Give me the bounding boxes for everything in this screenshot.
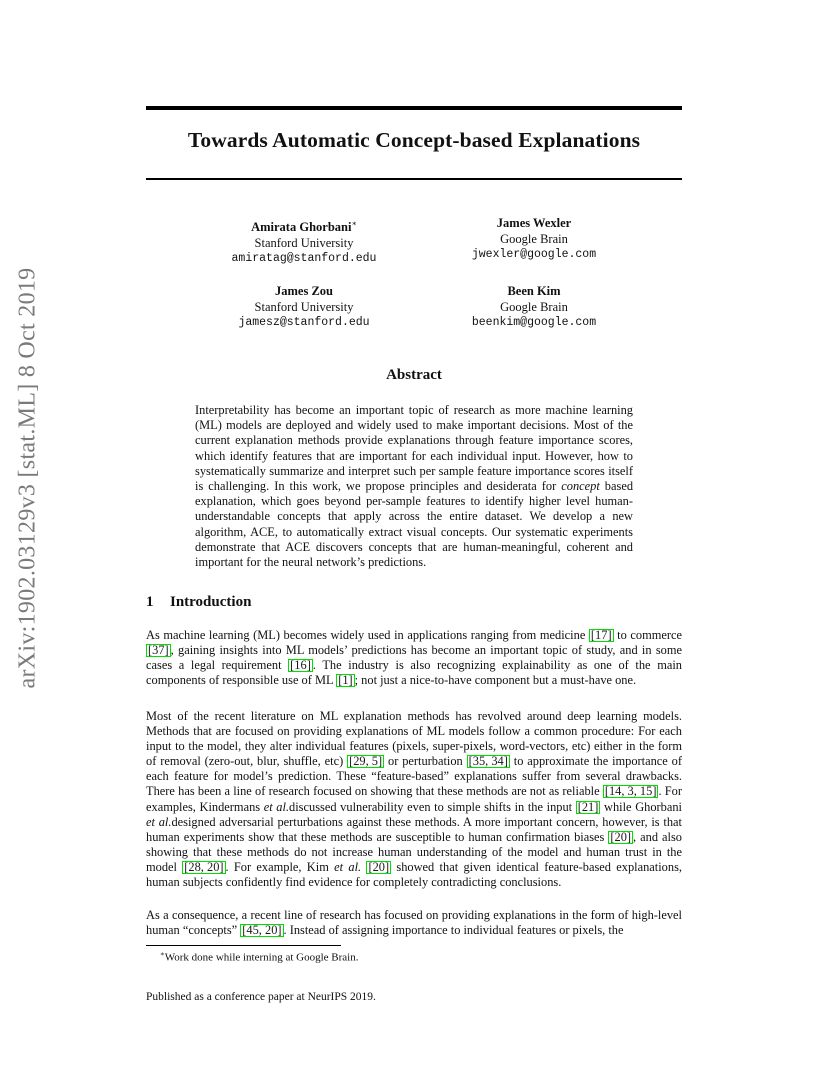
citation-link[interactable]: [29, 5] <box>349 754 383 769</box>
publication-note: Published as a conference paper at NeurIPS 2019. <box>146 991 376 1003</box>
section-title: Introduction <box>170 594 252 610</box>
author-affiliation: Stanford University <box>254 299 354 314</box>
paper-title: Towards Automatic Concept-based Explanations <box>187 128 641 152</box>
citation-link[interactable]: [35, 34] <box>468 754 508 769</box>
footnote-rule <box>146 945 341 946</box>
arxiv-sidebar-stamp <box>0 267 56 689</box>
section-number: 1 <box>146 594 154 610</box>
author-name: Amirata Ghorbani∗ <box>251 219 357 235</box>
footnote: ∗Work done while interning at Google Brain. <box>160 950 359 964</box>
title-bottom-rule <box>146 178 682 180</box>
author-affiliation: Google Brain <box>500 231 568 246</box>
abstract-heading: Abstract <box>386 367 442 383</box>
section-heading <box>146 594 251 611</box>
intro-paragraph-2: Most of the recent literature on ML explanation methods has revolved around deep learning models. Methods that are focused on providing explanations of ML models follow a common procedure: For each input to the model, they alter individual features (pixels, super-pixels, word-vectors, etc) either in the form of removal (zero-out, blur, shuffle, etc) [29, 5] or perturbation [35, 34] to approximate the importance of each feature for model’s prediction. These “feature-based” explanations suffer from several drawbacks. There has been a line of research focused on showing that these methods are not as reliable [14, 3, 15] . For examples, Kindermans et al.discussed vulnerability even to simple shifts in the input [21] while Ghorbani et al.designed adversarial perturbations against these methods. A more important concern, however, is that human experiments show that these methods are susceptible to human confirmation biases [20] , and also showing that these methods do not increase human understanding of the model and human trust in the model [28, 20] . For example, Kim et al. [20] showed that given identical feature-based explanations, human subjects confidently find evidence for completely contradicting conclusions. <box>146 709 683 890</box>
citation-link[interactable]: [37] <box>148 643 169 658</box>
author-block-4 <box>424 284 644 331</box>
citation-link[interactable]: [14, 3, 15] <box>604 784 657 799</box>
author-footnote-mark: ∗ <box>351 219 357 228</box>
citation-link[interactable]: [28, 20] <box>184 859 224 874</box>
footnote-mark: ∗ <box>160 950 165 958</box>
intro-paragraph-3: As a consequence, a recent line of research has focused on providing explanations in the form of high-level human “concepts” [45, 20] . Instead of assigning importance to individual features or pixels, the <box>146 908 682 938</box>
author-email: beenkim@google.com <box>471 316 597 329</box>
intro-paragraph-1: As machine learning (ML) becomes widely used in applications ranging from medicine [17] to commerce [37] , gaining insights into ML models’ predictions has become an important topic of study, and in some cases a legal requirement [16] . The industry is also recognizing explainability as one of the main components of responsible use of ML [1] ; not just a nice-to-have component but a must-have one. <box>146 628 682 688</box>
citation-link[interactable]: [21] <box>577 799 599 814</box>
author-name: James Wexler <box>496 216 572 230</box>
author-block-1 <box>194 216 414 267</box>
citation-link[interactable]: [45, 20] <box>242 923 282 938</box>
author-affiliation: Google Brain <box>500 299 568 314</box>
citation-link[interactable]: [20] <box>610 829 632 844</box>
author-email: jwexler@google.com <box>471 248 597 261</box>
title-top-rule <box>146 106 682 110</box>
citation-link[interactable]: [1] <box>338 673 353 688</box>
author-email: amiratag@stanford.edu <box>231 252 377 266</box>
author-name: Been Kim <box>507 284 561 298</box>
author-affiliation: Stanford University <box>254 235 354 250</box>
citation-link[interactable]: [20] <box>368 859 390 874</box>
author-block-2 <box>424 216 644 263</box>
emphasis: concept <box>561 479 600 494</box>
abstract-body: Interpretability has become an important topic of research as more machine learning (ML) models are deployed and widely used to make important decisions. Most of the current explanation methods provide explanations through feature importance scores, which identify features that are important for each individual input. However, how to systematically summarize and interpret such per sample feature importance scores itself is challenging. In this work, we propose principles and desiderata for concept based explanation, which goes beyond per-sample features to identify higher level human-understandable concepts that apply across the entire dataset. We develop a new algorithm, ACE, to automatically extract visual concepts. Our systematic experiments demonstrate that ACE discovers concepts that are human-meaningful, coherent and important for the neural network’s predictions. <box>195 403 634 570</box>
author-block-3 <box>194 284 414 331</box>
citation-link[interactable]: [17] <box>590 628 612 642</box>
author-email: jamesz@stanford.edu <box>238 316 370 329</box>
citation-link[interactable]: [16] <box>290 658 311 673</box>
arxiv-id-text: arXiv:1902.03129v3 [stat.ML] 8 Oct 2019 <box>14 267 41 689</box>
author-name: James Zou <box>275 284 333 298</box>
